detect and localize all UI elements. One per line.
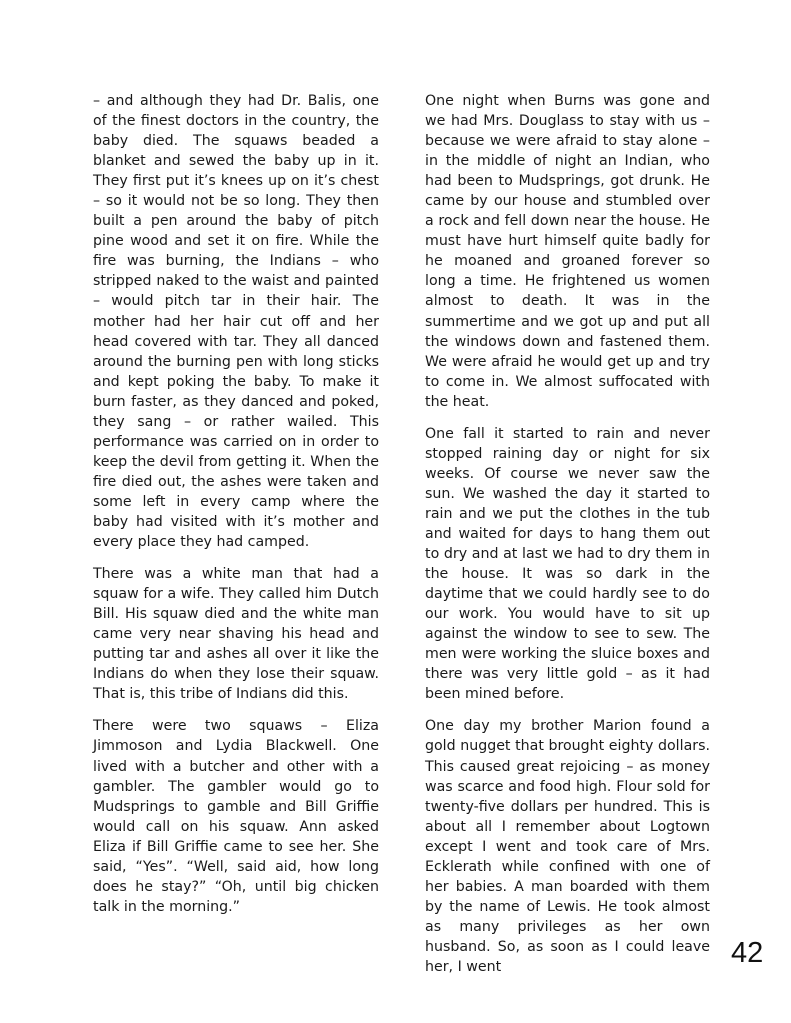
right-column — [425, 91, 710, 989]
paragraph-gold-nugget: One day my brother Marion found a gold nugget that brought eighty dollars. This caused great rejoicing – as money was scarce and food high. Flour sold for twenty-five dollars per hundred. This is about all I remember about Logtown except I went and took care of Mrs. Ecklerath while confined with one of her babies. A man boarded with them by the name of Lewis. He took almost as many privileges as her own husband. So, as soon as I could leave her, I went — [425, 718, 710, 975]
paragraph-baby-funeral: – and although they had Dr. Balis, one of the finest doctors in the country, the baby died. The squaws beaded a blanket and sewed the baby up in it. They first put it’s knees up on it’s chest – so it would not be so long. They then built a pen around the baby of pitch pine wood and set it on fire. While the fire was burning, the Indians – who stripped naked to the waist and painted – would pitch tar in their hair. The mother had her hair cut off and her head covered with tar. They all danced around the burning pen with long sticks and kept poking the baby. To make it burn faster, as they danced and poked, they sang – or rather wailed. This performance was carried on in order to keep the devil from getting it. When the fire died out, the ashes were taken and some left in every camp where the baby had visited with it’s mother and every place they had camped. — [93, 93, 379, 551]
paragraph-two-squaws: There were two squaws – Eliza Jimmoson and Lydia Blackwell. One lived with a butcher and other with a gambler. The gambler would go to Mudsprings to gamble and Bill Griffie would call on his squaw. Ann asked Eliza if Bill Griffie came to see her. She said, “Yes”. “Well, said aid, how long does he stay?” “Oh, until big chicken talk in the morning.” — [93, 718, 379, 915]
paragraph-drunk-indian: One night when Burns was gone and we had Mrs. Douglass to stay with us – because we were afraid to stay alone – in the middle of night an Indian, who had been to Mudsprings, got drunk. He came by our house and stumbled over a rock and fell down near the house. He must have hurt himself quite badly for he moaned and groaned forever so long a time. He frightened us women almost to death. It was in the summertime and we got up and put all the windows down and fastened them. We were afraid he would get up and try to come in. We almost suffocated with the heat. — [425, 93, 710, 410]
paragraph-dutch-bill: There was a white man that had a squaw for a wife. They called him Dutch Bill. His squaw died and the white man came very near shaving his head and putting tar and ashes all over it like the Indians do when they lose their squaw. That is, this tribe of Indians did this. — [93, 566, 379, 703]
paragraph-six-weeks-rain: One fall it started to rain and never stopped raining day or night for six weeks. Of course we never saw the sun. We washed the day it started to rain and we put the clothes in the tub and waited for days to hang them out to dry and at last we had to dry them in the house. It was so dark in the daytime that we could hardly see to do our work. You would have to sit up against the window to see to sew. The men were working the sluice boxes and there was very little gold – as it had been mined before. — [425, 425, 710, 703]
page-number: 42 — [731, 937, 764, 969]
left-column — [93, 91, 379, 929]
